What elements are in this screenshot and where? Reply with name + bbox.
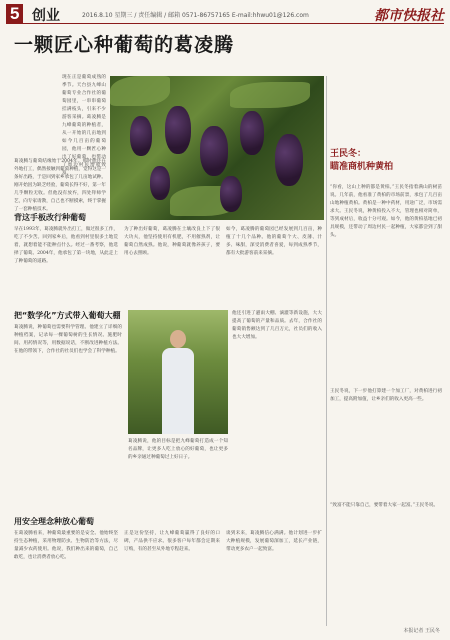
story-col7: 在葛凌腾看来，种葡萄最重要的是安全。他始终坚持生态种植，采用物理防虫、生物防治等方法，尽量减少农药使用。他说，我们种出来的葡萄，自己敢吃，也让消费者放心吃。 bbox=[14, 531, 118, 560]
subhead-1: 背这手板改行种葡萄 bbox=[14, 213, 86, 222]
story-col1b: 早在1993年，葛凌腾就外出打工，做过很多工作，吃了不少苦。回到家乡后，他看到村里很多土地荒着，就想着能不能种点什么。经过一番考察，他选择了葡萄。2004年，他承包了第一块地，从此走上了种葡萄的道路。 bbox=[14, 227, 118, 264]
story-col1: 葛凌腾与葡萄结缘始于2004年。那时他还在外地打工，偶然接触到葡萄种植，觉得这是一条好出路，于是回到家乡承包了几亩地试种。刚开始因为缺乏经验，葡萄长得不好，第一年几乎颗粒无收。但他没有放弃，四处拜师学艺，向专家请教，自己也不断摸索，终于掌握了一套种植技术。 bbox=[14, 159, 106, 212]
farmer-portrait-photo bbox=[128, 310, 228, 434]
side-story-text-2: 王民冬说，下一步他打算建一个加工厂，对黄柏进行初加工，提高附加值，让乡亲们的收入更高一些。 bbox=[330, 389, 442, 402]
story-col6: 葛凌腾说，他的目标是把九峰葡萄打造成一个知名品牌，让更多人吃上放心的好葡萄，也让更多的乡亲通过种葡萄过上好日子。 bbox=[128, 439, 228, 460]
story-col5: 他还引进了避雨大棚、滴灌等新设施，大大提高了葡萄的产量和品质。去年，合作社的葡萄销售额达到了几百万元，社员们的收入也大大增加。 bbox=[232, 311, 322, 340]
subhead-2: 把“数学化”方式带入葡萄大棚 bbox=[14, 311, 121, 320]
column-divider bbox=[326, 76, 327, 626]
story-col4: 葛凌腾说，种葡萄也需要科学管理。他建立了详细的种植档案，记录每一棵葡萄树的生长情况、施肥时间、用药情况等，用数据说话，不断改进种植方法。在他的带领下，合作社的社员们也学会了科学种植。 bbox=[14, 325, 122, 354]
side-story-text-3: “致富不能只靠自己，要带着大家一起富。”王民冬说。 bbox=[330, 503, 439, 508]
page-header bbox=[6, 4, 444, 24]
masthead: 都市快报社 bbox=[374, 8, 444, 24]
byline: 本报记者 王民冬 bbox=[403, 628, 440, 634]
section-name: 创业 bbox=[32, 8, 60, 24]
side-story-name: 王民冬： bbox=[330, 149, 367, 159]
headline: 一颗匠心种葡萄的葛凌腾 bbox=[14, 34, 235, 56]
side-story-subtitle: 瞄准商机种黄柏 bbox=[330, 162, 394, 172]
side-story-title bbox=[330, 148, 442, 180]
intro-text: 现在正是葡萄成熟的季节。天台县九峰山葡萄专业合作社的葡萄园里，一串串葡萄挂满枝头，引来不少游客采摘。葛凌腾是九峰葡萄的种植者，从一开始的几亩地到如今几百亩的葡萄园，他用一颗匠心种出了好葡萄，也带动了周边村民增收致富。 bbox=[62, 75, 106, 176]
grape-vine-photo bbox=[110, 76, 324, 220]
side-story-text: “你看，这山上种的都是黄柏。”王民冬指着满山的树苗说。几年前，他看准了黄柏的市场前景，承包了几百亩山地种植黄柏。黄柏是一种中药材，用途广泛，市场需求大。王民冬说，种黄柏投入不大，管理也相对简单，等到成材后，收益十分可观。如今，他的黄柏基地已初具规模，还带动了周边村民一起种植，大家都尝到了甜头。 bbox=[330, 185, 442, 238]
farmer-figure bbox=[158, 330, 198, 434]
story-col8: 正是这份坚持，让九峰葡萄赢得了良好的口碑，产品供不应求。很多客户每年都会定期来订购，有的甚至从外地专程赶来。 bbox=[124, 531, 220, 552]
story-col2: 为了种出好葡萄，葛凌腾在土壤改良上下了很大功夫，他坚持使用有机肥，不用催熟剂，让葡萄自然成熟。他说，种葡萄就像养孩子，要用心去照顾。 bbox=[124, 227, 220, 256]
subhead-3: 用安全理念种放心葡萄 bbox=[14, 517, 94, 526]
story-col3: 如今，葛凌腾的葡萄园已经发展到几百亩，种植了十几个品种。他的葡萄个大、皮薄、汁多、味甜，深受消费者喜爱，每到成熟季节，都有大批游客前来采摘。 bbox=[226, 227, 322, 256]
page-number: 5 bbox=[6, 4, 23, 23]
story-col9: 谈到未来，葛凌腾信心满满。他计划进一步扩大种植规模，发展葡萄深加工，延长产业链，带动更多农户一起致富。 bbox=[226, 531, 322, 552]
header-meta: 2016.8.10 星期三 / 责任编辑 / 邮箱 0571-86757165 E-mail:hhwu01@126.com bbox=[82, 12, 309, 19]
